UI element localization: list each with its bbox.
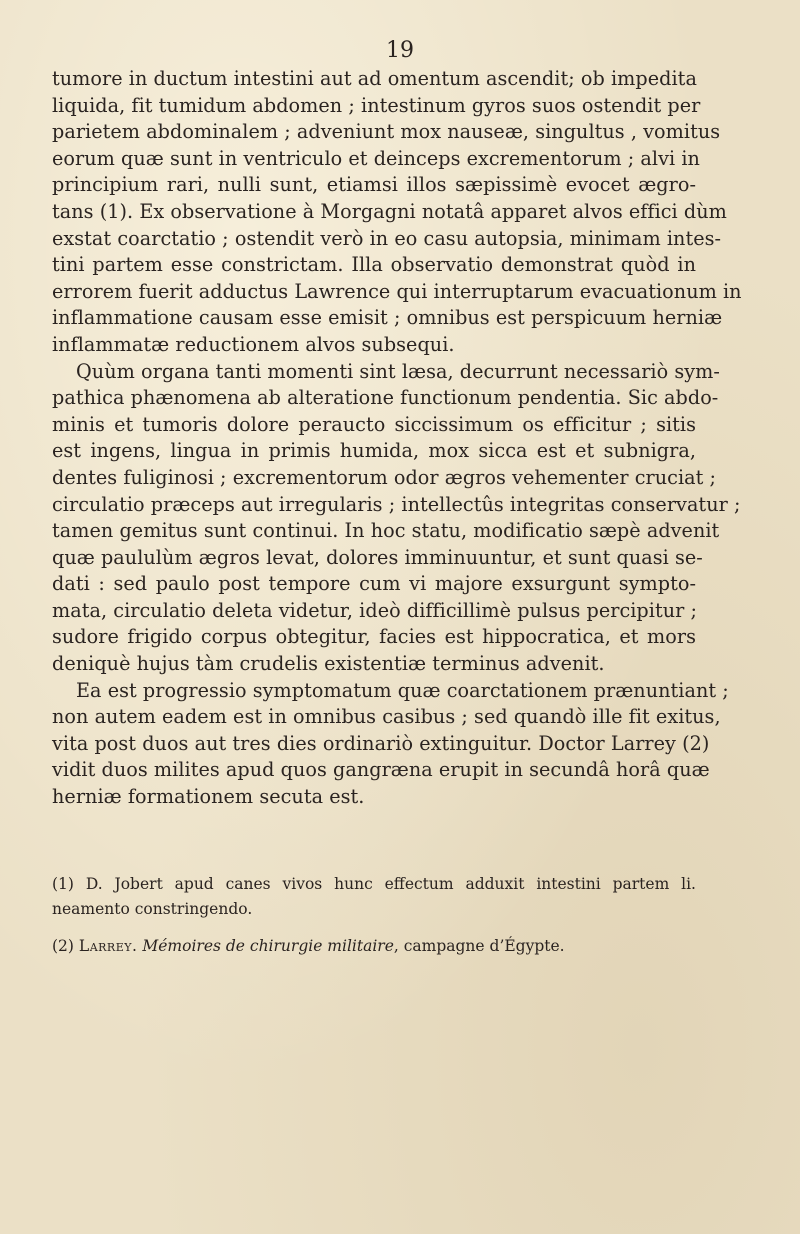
text-line: herniæ formationem secuta est. <box>52 785 365 809</box>
text-line: errorem fuerit adductus Lawrence qui interruptarum evacuationum in <box>52 279 742 303</box>
paragraph-3 <box>52 678 729 811</box>
text-line: dati : sed paulo post tempore cum vi majore exsurgunt sympto- <box>52 572 696 596</box>
text-line: mata, circulatio deleta videtur, ideò difficillimè pulsus percipitur ; <box>52 598 698 622</box>
text-line: Ea est progressio symptomatum quæ coarctationem prænuntiant ; <box>76 678 729 702</box>
text-line: tamen gemitus sunt continui. In hoc statu, modificatio sæpè advenit <box>52 519 720 543</box>
paragraph-2 <box>52 359 741 678</box>
text-line: inflammatione causam esse emisit ; omnibus est perspicuum herniæ <box>52 306 723 330</box>
footnote-line: neamento constringendo. <box>52 900 253 918</box>
footnote-rest: , campagne d’Égypte. <box>393 937 565 955</box>
footnote-1 <box>52 872 696 922</box>
text-line: inflammatæ reductionem alvos subsequi. <box>52 332 455 356</box>
text-line: principium rari, nulli sunt, etiamsi illos sæpissimè evocet ægro- <box>52 173 696 197</box>
text-line: liquida, fit tumidum abdomen ; intestinum gyros suos ostendit per <box>52 93 701 117</box>
text-line: vita post duos aut tres dies ordinariò extinguitur. Doctor Larrey (2) <box>52 731 710 755</box>
text-line: exstat coarctatio ; ostendit verò in eo casu autopsia, minimam intes- <box>52 226 722 250</box>
text-line: Quùm organa tanti momenti sint læsa, decurrunt necessariò sym- <box>76 359 720 383</box>
footnote-line <box>52 934 696 959</box>
footnote-marker: (2) <box>52 937 74 955</box>
text-line: vidit duos milites apud quos gangræna erupit in secundâ horâ quæ <box>52 758 710 782</box>
text-line: tini partem esse constrictam. Illa observatio demonstrat quòd in <box>52 253 696 277</box>
text-line: pathica phænomena ab alteratione functionum pendentia. Sic abdo- <box>52 386 719 410</box>
text-line: quæ paululùm ægros levat, dolores imminuuntur, et sunt quasi se- <box>52 545 703 569</box>
footnote-title: Mémoires de chirurgie militaire <box>142 937 394 955</box>
text-line: minis et tumoris dolore peraucto siccissimum os efficitur ; sitis <box>52 412 696 436</box>
text-line: dentes fuliginosi ; excrementorum odor ægros vehementer cruciat ; <box>52 465 717 489</box>
text-line: circulatio præceps aut irregularis ; intellectûs integritas conservatur ; <box>52 492 741 516</box>
text-line: non autem eadem est in omnibus casibus ; sed quandò ille fit exitus, <box>52 705 721 729</box>
text-line: sudore frigido corpus obtegitur, facies est hippocratica, et mors <box>52 625 696 649</box>
paragraph-1 <box>52 66 742 359</box>
footnote-author: Larrey. <box>78 937 138 955</box>
footnote-2 <box>52 934 696 959</box>
body-text <box>52 66 742 811</box>
text-line: tumore in ductum intestini aut ad omentum ascendit; ob impedita <box>52 67 697 90</box>
page-number: 19 <box>386 38 414 63</box>
footnote-marker: (1) <box>52 875 74 893</box>
text-line: est ingens, lingua in primis humida, mox sicca est et subnigra, <box>52 439 696 463</box>
footnote-line <box>52 872 696 897</box>
text-line: eorum quæ sunt in ventriculo et deinceps excrementorum ; alvi in <box>52 146 700 170</box>
text-line: deniquè hujus tàm crudelis existentiæ terminus advenit. <box>52 652 605 676</box>
text-line: tans (1). Ex observatione à Morgagni notatâ apparet alvos effici dùm <box>52 199 727 223</box>
text-line: parietem abdominalem ; adveniunt mox nauseæ, singultus , vomitus <box>52 120 721 144</box>
footnote-text: D. Jobert apud canes vivos hunc effectum adduxit intestini partem li. <box>85 875 696 893</box>
footnotes <box>52 872 696 959</box>
